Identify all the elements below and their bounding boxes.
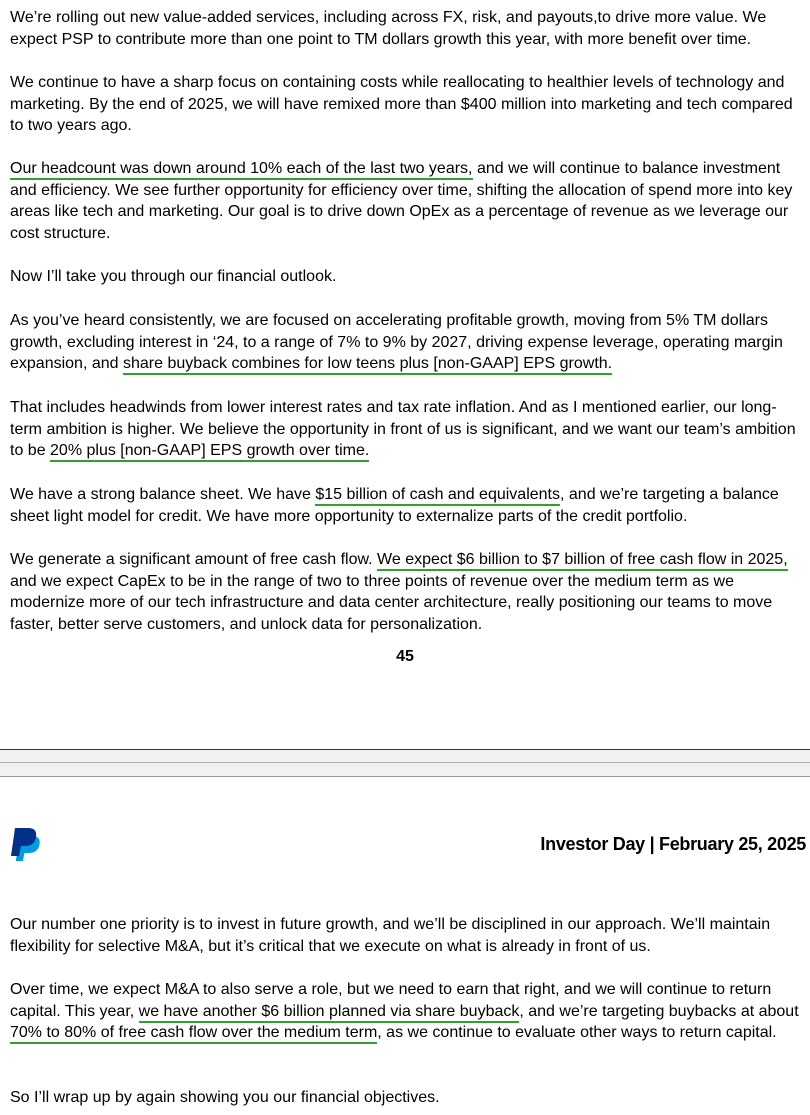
paragraph-capital-return-rest: , as we continue to evaluate other ways to return capital. — [377, 1024, 777, 1042]
document-page-46 — [0, 776, 810, 1115]
paragraph-balance-sheet-rest: , and we’re targeting a balance sheet light model for credit. We have more opportunity to externalize parts of the credit portfolio. — [10, 486, 779, 525]
highlight-eps-ambition: 20% plus [non-GAAP] EPS growth over time. — [50, 442, 369, 462]
paragraph-headcount-text: and we will continue to balance investment and efficiency. We see further opportunity for efficiency over time, shifting the allocation of spend more into key areas like tech and marketing. Our goal is to drive down OpEx as a percentage of revenue as we leverage our cost structure. — [10, 160, 793, 242]
paragraph-profitable-growth — [10, 310, 808, 375]
paragraph-balance-sheet — [10, 484, 808, 527]
paragraph-outlook-intro: Now I’ll take you through our financial outlook. — [10, 268, 337, 285]
paragraph-value-added-services: We’re rolling out new value-added services, including across FX, risk, and payouts,to drive more value. We expect PSP to contribute more than one point to TM dollars growth this year, with more benefit over time. — [10, 9, 767, 48]
paragraph-wrap-up: So I’ll wrap up by again showing you our financial objectives. — [10, 1089, 440, 1106]
highlight-headcount: Our headcount was down around 10% each of the last two years, — [10, 160, 473, 180]
page-separator — [0, 749, 810, 777]
paragraph-free-cash-flow — [10, 549, 808, 635]
paragraph-free-cash-flow-rest: and we expect CapEx to be in the range of two to three points of revenue over the medium term as we modernize more of our tech infrastructure and data center architecture, really positioning our teams to move faster, better serve customers, and unlock data for personalization. — [10, 572, 773, 633]
page-number: 45 — [396, 648, 414, 665]
paragraph-profitable-growth-text: As you’ve heard consistently, we are focused on accelerating profitable growth, moving from 5% TM dollars growth, excluding interest in ‘24, to a range of 7% to 9% by 2027, driving expense leverage, operating margin expansion, and — [10, 312, 783, 373]
highlight-buyback-target: 70% to 80% of free cash flow over the medium term — [10, 1024, 377, 1044]
header-event-date: Investor Day | February 25, 2025 — [540, 834, 806, 854]
highlight-share-buyback: we have another $6 billion planned via share buyback — [139, 1003, 520, 1023]
paypal-logo-icon — [10, 826, 42, 862]
paragraph-headwinds-text: That includes headwinds from lower interest rates and tax rate inflation. And as I mentioned earlier, our long-term ambition is higher. We believe the opportunity in front of us is significant, and we want our team’s ambition to be — [10, 399, 796, 460]
highlight-cash: $15 billion of cash and equivalents — [315, 486, 560, 506]
paragraph-capital-return-text: Over time, we expect M&A to also serve a role, but we need to earn that right, and we will continue to return capital. This year, — [10, 981, 772, 1020]
highlight-free-cash-flow: We expect $6 billion to $7 billion of free cash flow in 2025, — [377, 551, 788, 571]
paragraph-capital-return — [10, 979, 808, 1044]
paragraph-capital-return-mid: , and we’re targeting buybacks at about — [519, 1002, 799, 1020]
paragraph-balance-sheet-text: We have a strong balance sheet. We have — [10, 486, 316, 503]
paragraph-free-cash-flow-text: We generate a significant amount of free cash flow. — [10, 551, 378, 568]
highlight-eps-growth: share buyback combines for low teens plus [non-GAAP] EPS growth. — [123, 355, 612, 375]
paragraph-cost-focus: We continue to have a sharp focus on containing costs while reallocating to healthier levels of technology and marketing. By the end of 2025, we will have remixed more than $400 million into marketing and tech compared to two years ago. — [10, 74, 793, 135]
paragraph-headwinds — [10, 397, 808, 462]
paragraph-headcount — [10, 158, 808, 244]
paragraph-growth-priority: Our number one priority is to invest in future growth, and we’ll be disciplined in our approach. We’ll maintain flexibility for selective M&A, but it’s critical that we execute on what is already in front of us. — [10, 916, 771, 955]
